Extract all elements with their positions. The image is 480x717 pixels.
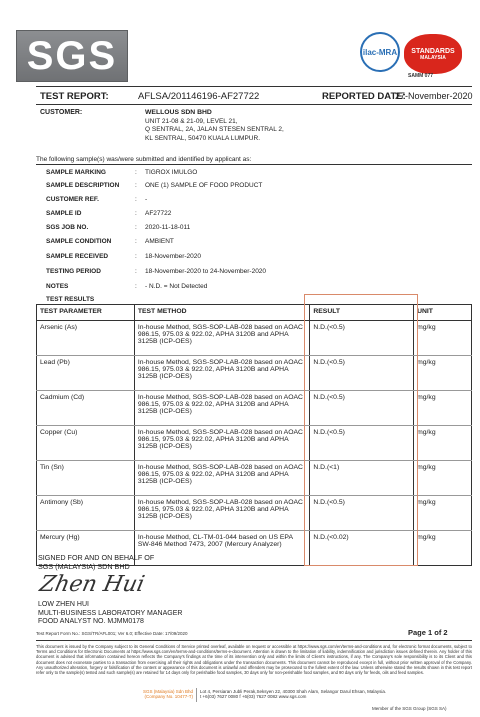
colon: : (135, 283, 137, 290)
table-row (37, 391, 472, 426)
signoff-company: SGS (MALAYSIA) SDN BHD (38, 562, 130, 571)
page-number: Page 1 of 2 (408, 628, 448, 637)
test-parameter: Cadmium (Cd) (37, 391, 135, 426)
footer-address (200, 689, 386, 699)
test-report-label: TEST REPORT: (40, 91, 109, 102)
sample-info-label: CUSTOMER REF. (46, 196, 99, 203)
table-header-row (37, 305, 472, 321)
sample-info-label: SGS JOB NO. (46, 224, 89, 231)
signoff-block (38, 553, 154, 571)
footer-rule (36, 640, 472, 641)
standards-malaysia-logo (404, 34, 462, 74)
sample-info-value: - (145, 196, 148, 203)
standards-text: STANDARDS (411, 47, 455, 55)
company-name: SGS (Malaysia) Sdn Bhd (142, 689, 193, 694)
customer-address (145, 118, 284, 143)
unit: mg/kg (414, 496, 472, 531)
company-number: (Company No. 10477-T) (144, 694, 193, 699)
sample-info-value: 2020-11-18-011 (145, 224, 191, 231)
test-method: In-house Method, SGS-SOP-LAB-028 based on AOAC 986.15, 975.03 & 922.02, APHA 3120B and APHA 3125B (ICP-OES) (134, 321, 310, 356)
unit: mg/kg (414, 426, 472, 461)
colon: : (135, 169, 137, 176)
colon: : (135, 268, 137, 275)
header-bottom-rule (36, 104, 472, 105)
signature: Zhen Hui (37, 572, 147, 597)
test-parameter: Arsenic (As) (37, 321, 135, 356)
column-header: TEST METHOD (134, 305, 310, 321)
reported-date: 27-November-2020 (395, 91, 473, 101)
test-method: In-house Method, SGS-SOP-LAB-028 based on AOAC 986.15, 975.03 & 922.02, APHA 3120B and APHA 3125B (ICP-OES) (134, 496, 310, 531)
member-text: Member of the SGS Group (SGS SA) (372, 706, 447, 711)
sample-info-label: SAMPLE CONDITION (46, 238, 112, 245)
customer-label: CUSTOMER: (40, 109, 83, 116)
signatory-id: FOOD ANALYST NO. MJMM0178 (38, 618, 144, 626)
sample-info-label: NOTES (46, 283, 69, 290)
colon: : (135, 253, 137, 260)
address-line: Q SENTRAL, 2A, JALAN STESEN SENTRAL 2, (145, 126, 284, 134)
sample-info-label: SAMPLE DESCRIPTION (46, 182, 120, 189)
sample-info-value: AF27722 (145, 210, 172, 217)
standards-sub: MALAYSIA (420, 54, 446, 61)
test-method: In-house Method, SGS-SOP-LAB-028 based on AOAC 986.15, 975.03 & 922.02, APHA 3120B and APHA 3125B (ICP-OES) (134, 426, 310, 461)
table-row (37, 461, 472, 496)
signatory-block (38, 601, 182, 627)
column-header: UNIT (414, 305, 472, 321)
sample-info-label: SAMPLE MARKING (46, 169, 106, 176)
colon: : (135, 196, 137, 203)
footer-divider (196, 688, 197, 702)
colon: : (135, 182, 137, 189)
sample-info-value: 18-November-2020 (145, 253, 202, 260)
sample-info-value: 18-November-2020 to 24-November-2020 (145, 268, 267, 275)
samm-number: SAMM 077 (408, 73, 434, 79)
table-row (37, 496, 472, 531)
test-parameter: Lead (Pb) (37, 356, 135, 391)
ilac-mra-logo: ilac-MRA (360, 32, 400, 72)
sample-info-label: TESTING PERIOD (46, 268, 101, 275)
table-row (37, 426, 472, 461)
colon: : (135, 224, 137, 231)
colon: : (135, 238, 137, 245)
result-value: N.D.(<0.5) (310, 426, 414, 461)
form-reference: Test Report Form No.: SGS/TR/AFL001; Ver 6.0; Effective Date: 17/09/2020 (36, 631, 188, 636)
reported-date-label: REPORTED DATE: (322, 91, 406, 102)
colon: : (135, 210, 137, 217)
test-results-title: TEST RESULTS (46, 296, 95, 303)
disclaimer: This document is issued by the Company subject to its General Conditions of Service printed overleaf, available on request or accessible at https://www.sgs.com/en/terms-and-conditions and, for electronic format documents, subject to Terms and Conditions for Electronic Documents at https://www.sgs.com/en/terms-and-conditions/terms-e-document. Attention is drawn to the limitation of liability, indemnification and jurisdiction issues defined therein. Any holder of this document is advised that information contained hereon reflects the Company's findings at the time of its intervention only and within the limits of Client's instructions, if any. The Company's sole responsibility is to its Client and this document does not exonerate parties to a transaction from exercising all their rights and obligations under the transaction documents. This document cannot be reproduced except in full, without prior written approval of the Company. Any unauthorized alteration, forgery or falsification of the content or appearance of this document is unlawful and offenders may be prosecuted to the fullest extent of the law. Unless otherwise stated the results shown in this test report refer only to the sample(s) tested and such sample(s) are retained for 14 days only for perishable food samples, 30 days only for non-perishable food samples, and 90 days only for feeds, oils and feed samples. (36, 644, 472, 676)
sample-info-value: TIGROX IMULGO (145, 169, 198, 176)
test-parameter: Copper (Cu) (37, 426, 135, 461)
unit: mg/kg (414, 356, 472, 391)
result-value: N.D.(<0.02) (310, 531, 414, 566)
test-parameter: Antimony (Sb) (37, 496, 135, 531)
address-text: Lot 4, Persiaran Jubli Perak,Seksyen 22, 40300 Shah Alam, Selangor Darul Ehsan, Malaysia. (200, 689, 387, 694)
result-value: N.D.(<0.5) (310, 356, 414, 391)
customer-name: WELLOUS SDN BHD (145, 109, 212, 116)
unit: mg/kg (414, 321, 472, 356)
sample-info-rule (36, 164, 472, 165)
unit: mg/kg (414, 531, 472, 566)
signatory-title: MULTI-BUSINESS LABORATORY MANAGER (38, 609, 183, 617)
result-value: N.D.(<0.5) (310, 321, 414, 356)
result-value: N.D.(<0.5) (310, 496, 414, 531)
intro-text: The following sample(s) was/were submitted and identified by applicant as: (36, 156, 252, 163)
results-table (36, 304, 472, 566)
test-parameter: Mercury (Hg) (40, 534, 80, 541)
report-number: AFLSA/201146196-AF27722 (138, 91, 260, 102)
sample-info-value: AMBIENT (145, 238, 174, 245)
contact-text: t +6(03) 7627 0080 f +6(03) 7627 0082 www.sgs.com (200, 694, 307, 699)
test-method: In-house Method, SGS-SOP-LAB-028 based on AOAC 986.15, 975.03 & 922.02, APHA 3120B and APHA 3125B (ICP-OES) (134, 356, 310, 391)
table-row (37, 356, 472, 391)
test-method: In-house Method, SGS-SOP-LAB-028 based on AOAC 986.15, 975.03 & 922.02, APHA 3120B and APHA 3125B (ICP-OES) (134, 391, 310, 426)
unit: mg/kg (414, 391, 472, 426)
test-method: In-house Method, SGS-SOP-LAB-028 based on AOAC 986.15, 975.03 & 922.02, APHA 3120B and APHA 3125B (ICP-OES) (134, 461, 310, 496)
table-row (37, 321, 472, 356)
address-line: KL SENTRAL, 50470 KUALA LUMPUR. (145, 134, 261, 142)
signatory-name: LOW ZHEN HUI (38, 601, 89, 608)
column-header: TEST PARAMETER (37, 305, 135, 321)
sample-info-label: SAMPLE RECEIVED (46, 253, 109, 260)
sample-info-value: ONE (1) SAMPLE OF FOOD PRODUCT (145, 182, 263, 189)
footer-company (118, 689, 193, 699)
column-header: RESULT (310, 305, 414, 321)
signoff-line: SIGNED FOR AND ON BEHALF OF (38, 553, 155, 562)
test-method: In-house Method, CL-TM-01-044 based on US EPA SW-846 Method 7473, 2007 (Mercury Analyzer) (134, 531, 310, 566)
sample-info-value: - N.D. = Not Detected (145, 283, 208, 290)
address-line: UNIT 21-08 & 21-09, LEVEL 21, (145, 118, 238, 125)
result-value: N.D.(<1) (310, 461, 414, 496)
result-value: N.D.(<0.5) (310, 391, 414, 426)
test-parameter: Tin (Sn) (37, 461, 135, 496)
sgs-logo: SGS (16, 30, 128, 82)
unit: mg/kg (414, 461, 472, 496)
sample-info-label: SAMPLE ID (46, 210, 82, 217)
header-top-rule (36, 86, 472, 87)
